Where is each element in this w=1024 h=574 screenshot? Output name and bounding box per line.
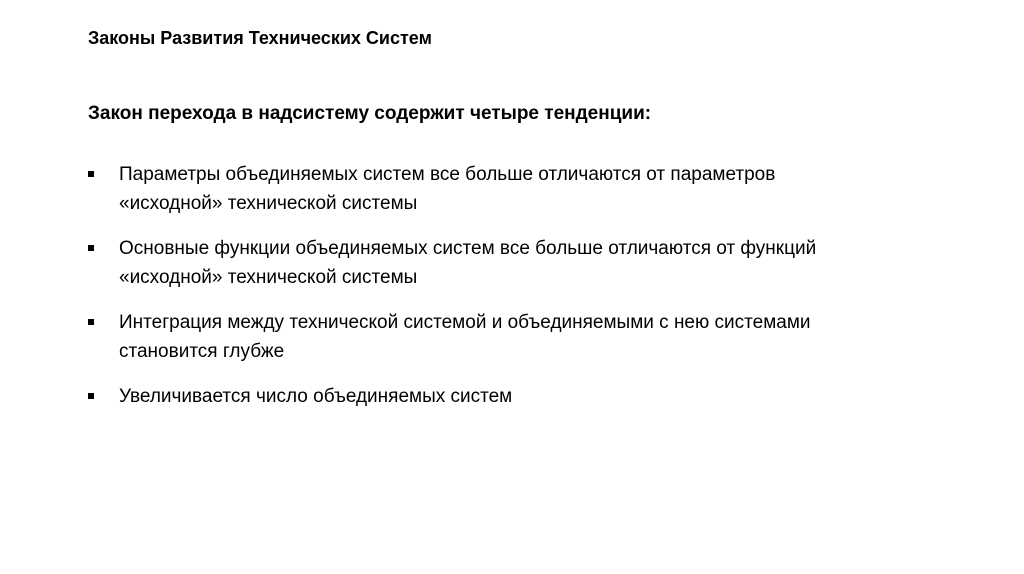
bullet-text-line-1: Параметры объединяемых систем все больше отличаются от параметров — [119, 164, 776, 185]
bullet-text-line-2: «исходной» технической системы — [119, 267, 418, 288]
square-bullet-icon — [88, 245, 94, 251]
bullet-text-line-2: «исходной» технической системы — [119, 193, 418, 214]
bullet-text-line-1: Увеличивается число объединяемых систем — [119, 386, 513, 407]
bullet-item — [88, 382, 948, 411]
slide-title: Законы Развития Технических Систем — [88, 28, 432, 48]
square-bullet-icon — [88, 319, 94, 325]
square-bullet-icon — [88, 393, 94, 399]
bullet-item — [88, 160, 948, 218]
square-bullet-icon — [88, 171, 94, 177]
bullet-text-line-1: Интеграция между технической системой и объединяемыми с нею системами — [119, 312, 811, 333]
slide-subtitle: Закон перехода в надсистему содержит четыре тенденции: — [88, 103, 652, 124]
bullet-item — [88, 234, 948, 292]
bullet-text-line-1: Основные функции объединяемых систем все больше отличаются от функций — [119, 238, 817, 259]
bullet-text-line-2: становится глубже — [119, 341, 285, 362]
bullet-item — [88, 308, 948, 366]
bullet-list — [88, 160, 948, 427]
